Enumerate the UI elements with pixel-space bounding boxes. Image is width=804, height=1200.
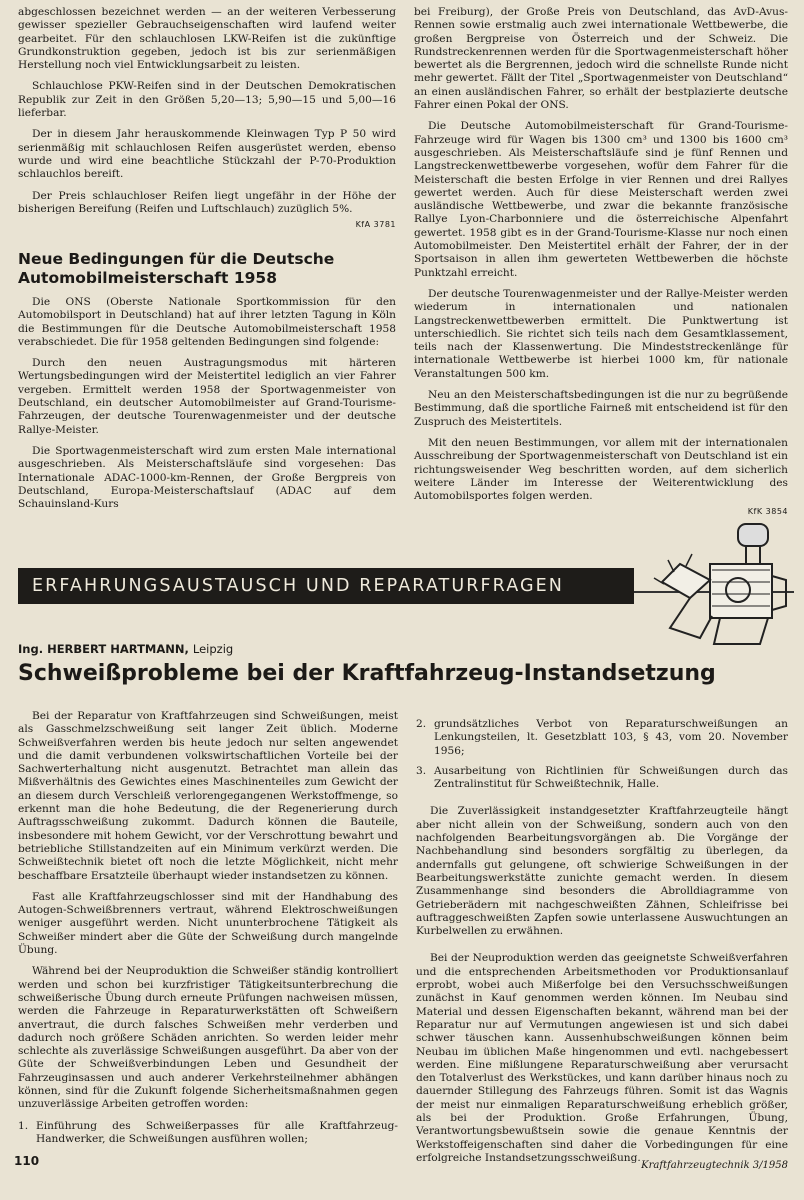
paragraph: Die Deutsche Automobilmeisterschaft für Grand-Tourisme-Fahrzeuge wird für Wagen bis 1300 cm³ und 1300 bis 1600 cm³ ausgeschrieben. Als Meisterschaftsläufe sind je fünf Rennen und Langstreckenwettbewerbe vorgesehen, wofür dem Fahrer für die Meisterschaft die besten Erfolge in vier Rennen und drei Rallyes gewertet werden. Auch für diese Meisterschaft werden zwei ausländische Wettbewerbe, und zwar die bekannte französische Rallye Lyon-Charbonniere und die österreichische Alpenfahrt gewertet. 1958 gibt es in der Grand-Tourisme-Klasse nur noch einen Automobilmeister. Den Meistertitel erhält der Fahrer, der in der Sportsaison in allen ihm gewerteten Wettbewerben die höchste Punktzahl erreicht. [414,120,788,279]
article-left-column [18,710,398,1154]
engine-illustration-icon [650,520,790,650]
paragraph: Durch den neuen Austragungsmodus mit härteren Wertungsbedingungen wird der Meistertitel lediglich an vier Fahrer vergeben. Ermittelt werden 1958 der Sportwagenmeister von Deutschland, ein deutscher Automobilmeister auf Grand-Tourisme-Fahrzeugen, der deutsche Tourenwagenmeister und der deutsche Rallye-Meister. [18,357,396,436]
paragraph: Die Zuverlässigkeit instandgesetzter Kraftfahrzeugteile hängt aber nicht allein von der Schweißung, sondern auch von den nachfolgenden Bearbeitungsvorgängen ab. Die Vorgänge der Nachbehandlung sind besonders sorgfältig zu überlegen, da andernfalls gut gelungene, oft schwierige Schweißungen in der Bearbeitungswerkstätte zunichte gemacht werden. In diesem Zusammenhange sind besonders die Abrolldiagramme von Getrieberädern mit nachgeschweißten Zähnen, Schleifrisse bei auftraggeschweißten Zapfen sowie unterlassene Auswuchtungen an Kurbelwellen zu erwähnen. [416,805,788,938]
top-left-column [18,6,396,231]
paragraph: Der Preis schlauchloser Reifen liegt ungefähr in der Höhe der bisherigen Bereifung (Reifen und Luftschlauch) zuzüglich 5%. [18,189,396,215]
paragraph: Bei der Neuproduktion werden das geeignetste Schweißverfahren und die entsprechenden Arbeitsmethoden vor Produktionsanlauf erprobt, wobei auch Mißerfolge bei den Versuchsschweißungen zunächst in Kauf genommen werden können. Im Neubau sind Material und dessen Eigenschaften bekannt, während man bei der Reparatur nur auf Vermutungen angewiesen ist und sich dabei schwer täuschen kann. Aussenhubschweißungen können beim Neubau im üblichen Maße hingenommen und evtl. nachgebessert werden. Eine mißlungene Reparaturschweißung aber verursacht den Totalverlust des Werkstückes, und kann darüber hinaus noch zu dauernder Stillegung des Fahrzeugs führen. Somit ist das Wagnis der meist nur einmaligen Reparaturschweißung erheblich größer, als bei der Produktion. Große Erfahrungen, Übung, Verantwortungsbewußtsein sowie die genaue Kenntnis der Werkstoffeigenschaften sind daher die Vorbedingungen für eine erfolgreiche Instandsetzungsschweißung. [416,952,788,1164]
author-city: Leipzig [192,642,234,656]
paragraph: Bei der Reparatur von Kraftfahrzeugen sind Schweißungen, meist als Gasschmelzschweißung seit langer Zeit üblich. Moderne Schweißverfahren werden bis heute jedoch nur selten angewendet und die damit verbundenen volkswirtschaftlichen Vorteile bei der Sachwerterhaltung nicht ausgenutzt. Betrachtet man allein das Mißverhältnis des Gewichtes eines Maschinenteiles zum Gewicht der an diesem durch Verschleiß verlorengegangenen Werkstoffmenge, so erkennt man die hohe Bedeutung, die der Regenerierung durch Auftragsschweißung zukommt. Dadurch können die Bauteile, insbesondere mit hohem Gewicht, vor der Verschrottung bewahrt und betriebliche Stillstandzeiten auf ein Minimum verkürzt werden. Die Schweißtechnik bietet oft noch die letzte Möglichkeit, nicht mehr beschaffbare Ersatzteile überhaupt wieder instandsetzen zu können. [18,710,398,882]
section-right-column [414,6,788,519]
paragraph: Während bei der Neuproduktion die Schweißer ständig kontrolliert werden und schon bei kurzfristiger Tätigkeitsunterbrechung die schweißerische Übung durch erneute Prüfungen nachweisen müssen, werden die Fahrzeuge in Reparaturwerkstätten oft Schweißern anvertraut, die durch falsches Schweißen mehr verderben und dadurch noch größere Schäden anrichten. So werden leider mehr schlechte als zuverlässige Schweißungen ausgeführt. Da aber von der Güte der Schweißverbindungen Leben und Gesundheit der Fahrzeuginsassen und auch anderer Verkehrsteilnehmer abhängen können, sind für die Zukunft folgende Sicherheitsmaßnahmen gegen unzuverlässige Arbeiten getroffen worden: [18,965,398,1111]
paragraph: Mit den neuen Bestimmungen, vor allem mit der internationalen Ausschreibung der Sportwagenmeisterschaft von Deutschland ist ein richtungsweisender Weg beschritten worden, auf dem sicherlich weitere Länder im Interesse der Weiterentwicklung des Automobilsportes folgen werden. [414,436,788,503]
list-item: 2. grundsätzliches Verbot von Reparaturschweißungen an Lenkungsteilen, lt. Gesetzblatt 103, § 43, vom 20. November 1956; [416,718,788,757]
author-line [18,642,233,656]
paragraph: Schlauchlose PKW-Reifen sind in der Deutschen Demokratischen Republik zur Zeit in den Größen 5,20—13; 5,90—15 und 5,00—16 lieferbar. [18,80,396,120]
paragraph: Der deutsche Tourenwagenmeister und der Rallye-Meister werden wiederum in internationalen und nationalen Langstreckenwettbewerben ermittelt. Die Punktwertung ist unterschiedlich. Sie richtet sich teils nach dem Gesamtklassement, teils nach der Klassenwertung. Die Mindeststreckenlänge für internationale Wettbewerbe ist hierbei 1000 km, für nationale Veranstaltungen 500 km. [414,287,788,380]
section-left-column [18,296,396,519]
paragraph: Der in diesem Jahr herauskommende Kleinwagen Typ P 50 wird serienmäßig mit schlauchlosen Reifen ausgerüstet werden, ebenso wurde und wird eine beachtliche Stückzahl der P-70-Produktion schlauchlos bereift. [18,128,396,181]
section-banner: ERFAHRUNGSAUSTAUSCH UND REPARATURFRAGEN [18,568,634,604]
article-code: KfK 3854 [747,507,788,517]
page-number: 110 [14,1154,40,1168]
article-title: Schweißprobleme bei der Kraftfahrzeug-Instandsetzung [18,661,716,686]
article-code: KfA 3781 [355,220,396,230]
list-item: 1. Einführung des Schweißerpasses für alle Kraftfahrzeug-Handwerker, die Schweißungen ausführen wollen; [18,1119,398,1145]
paragraph: Die ONS (Oberste Nationale Sportkommission für den Automobilsport in Deutschland) hat auf ihrer letzten Tagung in Köln die Bestimmungen für die Deutsche Automobilmeisterschaft 1958 verabschiedet. Die für 1958 geltenden Bedingungen sind folgende: [18,296,396,348]
paragraph: Fast alle Kraftfahrzeugschlosser sind mit der Handhabung des Autogen-Schweißbrenners vertraut, während Elektroschweißungen weniger ausgeführt werden. Nicht ununterbrochene Tätigkeit als Schweißer mindert aber die Güte der Schweißung durch mangelnde Übung. [18,890,398,957]
journal-reference: Kraftfahrzeugtechnik 3/1958 [641,1160,788,1171]
paragraph: Neu an den Meisterschaftsbedingungen ist die nur zu begrüßende Bestimmung, daß die sportliche Fairneß mit entscheidend ist für den Zuspruch des Meistertitels. [414,389,788,428]
measures-list [18,1120,398,1147]
section-heading: Neue Bedingungen für die Deutsche Automobilmeisterschaft 1958 [18,250,335,287]
article-right-column [416,718,788,1173]
paragraph: Die Sportwagenmeisterschaft wird zum ersten Male international ausgeschrieben. Als Meisterschaftsläufe sind vorgesehen: Das Internationale ADAC-1000-km-Rennen, der Große Bergpreis von Deutschland, Europa-Meisterschaftslauf (ADAC auf dem Schauinsland-Kurs [18,444,396,511]
paragraph: abgeschlossen bezeichnet werden — an der weiteren Verbesserung gewisser spezieller Gebrauchseigenschaften wird laufend weiter gearbeitet. Für den schlauchlosen LKW-Reifen ist die zukünftige Grundkonstruktion gegeben, jedoch ist bis zur serienmäßigen Herstellung noch viel Entwicklungsarbeit zu leisten. [18,6,396,72]
measures-list-continued [416,718,788,791]
author-name: Ing. HERBERT HARTMANN, [18,642,189,656]
paragraph: bei Freiburg), der Große Preis von Deutschland, das AvD-Avus-Rennen sowie erstmalig auch zwei internationale Wettbewerbe, die großen Bergpreise von Österreich und der Schweiz. Die Rundstreckenrennen werden für die Sportwagenmeisterschaft höher bewertet als die Bergrennen, jedoch wird die schnellste Runde nicht mehr gewertet. Fällt der Titel „Sportwagenmeister von Deutschland“ an einen ausländischen Fahrer, so erhält der bestplazierte deutsche Fahrer einen Pokal der ONS. [414,6,788,112]
list-item: 3. Ausarbeitung von Richtlinien für Schweißungen durch das Zentralinstitut für Schweißtechnik, Halle. [416,764,788,791]
